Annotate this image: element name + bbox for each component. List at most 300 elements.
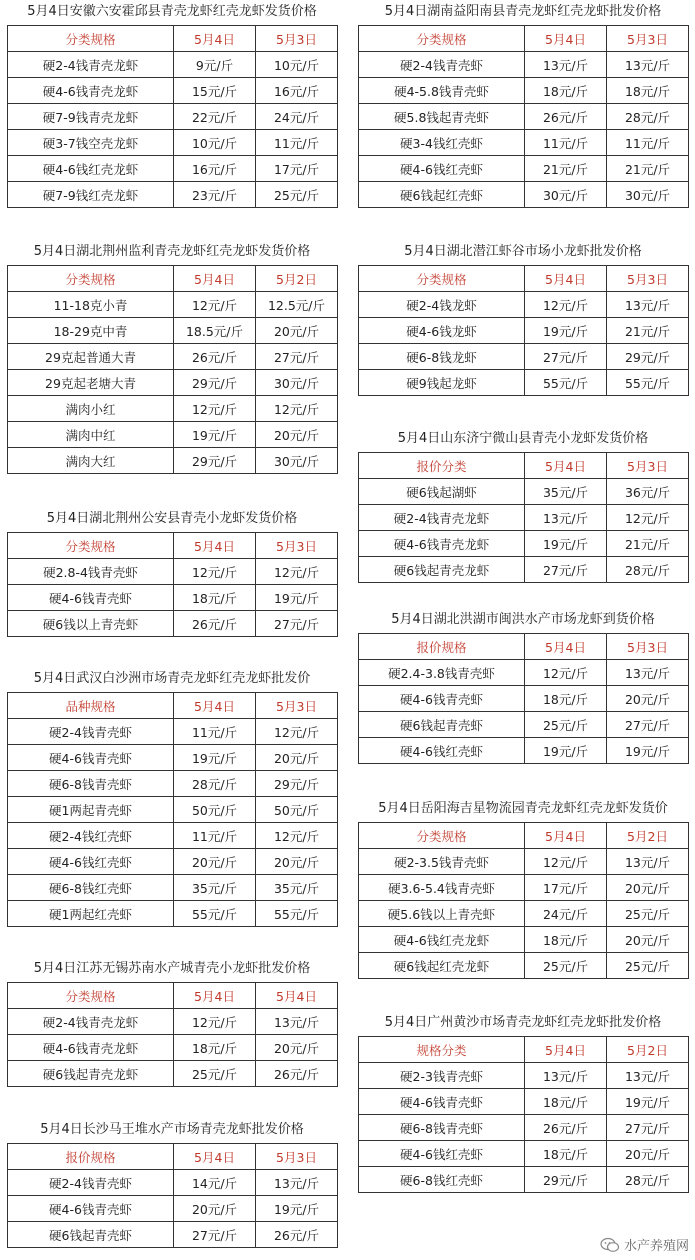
spec-cell: 29克起普通大青	[8, 344, 174, 370]
price-cell: 19元/斤	[256, 585, 338, 611]
table-title: 5月4日湖北荆州公安县青壳小龙虾发货价格	[46, 511, 298, 526]
table-title: 5月4日广州黄沙市场青壳龙虾红壳龙虾批发价格	[384, 1015, 662, 1030]
table-title: 5月4日长沙马王堆水产市场青壳龙虾批发价格	[40, 1122, 304, 1137]
spec-cell: 满肉中红	[8, 422, 174, 448]
column-header: 5月3日	[256, 26, 338, 52]
price-cell: 12元/斤	[525, 849, 607, 875]
column-header: 报价规格	[8, 1144, 174, 1170]
price-cell: 25元/斤	[607, 901, 689, 927]
table-row	[359, 78, 689, 104]
column-header: 5月3日	[256, 533, 338, 559]
spec-cell: 硬1两起红壳虾	[8, 901, 174, 927]
spec-cell: 硬2-4钱龙虾	[359, 292, 525, 318]
table-row	[359, 531, 689, 557]
column-header: 规格分类	[359, 1037, 525, 1063]
spec-cell: 硬6钱起红壳龙虾	[359, 953, 525, 979]
table-header-row	[8, 693, 338, 719]
price-cell: 11元/斤	[607, 130, 689, 156]
table-row	[359, 1115, 689, 1141]
column-header: 5月4日	[525, 26, 607, 52]
table-row	[8, 849, 338, 875]
spec-cell: 满肉小红	[8, 396, 174, 422]
table-row	[359, 1167, 689, 1193]
table-row	[359, 479, 689, 505]
spec-cell: 硬6钱起青壳虾	[8, 1222, 174, 1248]
table-row	[8, 1035, 338, 1061]
price-cell: 20元/斤	[256, 1035, 338, 1061]
table-row	[8, 1222, 338, 1248]
column-header: 5月3日	[607, 634, 689, 660]
price-cell: 28元/斤	[607, 1167, 689, 1193]
price-cell: 13元/斤	[256, 1009, 338, 1035]
price-cell: 21元/斤	[607, 156, 689, 182]
table-title: 5月4日湖北荆州监利青壳龙虾红壳龙虾发货价格	[33, 244, 311, 259]
price-cell: 16元/斤	[256, 78, 338, 104]
price-table-block	[7, 244, 338, 474]
table-header-row	[8, 1144, 338, 1170]
price-cell: 20元/斤	[174, 1196, 256, 1222]
price-cell: 13元/斤	[607, 660, 689, 686]
column-header: 5月2日	[607, 823, 689, 849]
spec-cell: 硬6钱以上青壳虾	[8, 611, 174, 637]
price-cell: 16元/斤	[174, 156, 256, 182]
price-cell: 29元/斤	[174, 370, 256, 396]
table-row	[359, 927, 689, 953]
price-cell: 29元/斤	[607, 344, 689, 370]
table-title: 5月4日湖南益阳南县青壳龙虾红壳龙虾批发价格	[384, 4, 662, 19]
price-cell: 18元/斤	[525, 927, 607, 953]
table-row	[8, 104, 338, 130]
table-header-row	[359, 823, 689, 849]
table-title: 5月4日山东济宁微山县青壳小龙虾发货价格	[397, 431, 649, 446]
table-row	[8, 797, 338, 823]
wechat-icon	[600, 1237, 620, 1253]
price-cell: 29元/斤	[174, 448, 256, 474]
table-row	[8, 823, 338, 849]
spec-cell: 硬2-4钱青壳虾	[359, 52, 525, 78]
table-row	[8, 78, 338, 104]
watermark-text: 水产养殖网	[623, 1239, 689, 1254]
column-header: 分类规格	[8, 266, 174, 292]
column-header: 5月4日	[525, 1037, 607, 1063]
price-cell: 27元/斤	[607, 712, 689, 738]
price-cell: 11元/斤	[174, 823, 256, 849]
column-header: 5月2日	[607, 1037, 689, 1063]
column-header: 分类规格	[8, 26, 174, 52]
price-cell: 12元/斤	[607, 505, 689, 531]
price-cell: 29元/斤	[525, 1167, 607, 1193]
spec-cell: 硬6钱起红壳虾	[359, 182, 525, 208]
price-table-block	[358, 4, 689, 208]
price-table	[7, 692, 338, 927]
column-header: 5月3日	[607, 453, 689, 479]
table-title: 5月4日湖北洪湖市闽洪水产市场龙虾到货价格	[391, 612, 655, 627]
price-table	[358, 1036, 689, 1193]
column-header: 5月4日	[174, 1144, 256, 1170]
price-cell: 26元/斤	[174, 611, 256, 637]
table-row	[359, 318, 689, 344]
price-cell: 28元/斤	[607, 557, 689, 583]
table-row	[8, 448, 338, 474]
price-cell: 17元/斤	[525, 875, 607, 901]
price-cell: 21元/斤	[525, 156, 607, 182]
table-row	[8, 559, 338, 585]
column-header: 5月4日	[174, 693, 256, 719]
column-header: 5月4日	[525, 823, 607, 849]
price-cell: 12元/斤	[256, 719, 338, 745]
spec-cell: 硬2-3钱青壳虾	[359, 1063, 525, 1089]
price-cell: 11元/斤	[256, 130, 338, 156]
price-table-block	[358, 1015, 689, 1193]
table-row	[8, 396, 338, 422]
table-header-row	[8, 266, 338, 292]
price-cell: 19元/斤	[525, 318, 607, 344]
table-row	[359, 686, 689, 712]
price-cell: 20元/斤	[607, 686, 689, 712]
spec-cell: 硬2-4钱青壳虾	[8, 719, 174, 745]
price-cell: 27元/斤	[256, 344, 338, 370]
column-header: 5月2日	[256, 266, 338, 292]
table-row	[359, 1141, 689, 1167]
price-table	[7, 265, 338, 474]
table-header-row	[8, 533, 338, 559]
table-title: 5月4日岳阳海吉星物流园青壳龙虾红壳龙虾发货价	[378, 801, 668, 816]
price-cell: 11元/斤	[525, 130, 607, 156]
price-table-block	[358, 244, 689, 396]
price-cell: 10元/斤	[174, 130, 256, 156]
spec-cell: 硬2-4钱青壳龙虾	[8, 1009, 174, 1035]
table-row	[8, 130, 338, 156]
table-header-row	[8, 26, 338, 52]
price-table-block	[358, 431, 689, 583]
table-row	[8, 318, 338, 344]
table-row	[359, 1089, 689, 1115]
price-cell: 13元/斤	[607, 52, 689, 78]
price-cell: 35元/斤	[525, 479, 607, 505]
price-cell: 19元/斤	[525, 531, 607, 557]
table-header-row	[359, 1037, 689, 1063]
spec-cell: 硬4-5.8钱青壳虾	[359, 78, 525, 104]
price-cell: 27元/斤	[174, 1222, 256, 1248]
price-cell: 12.5元/斤	[256, 292, 338, 318]
table-row	[8, 745, 338, 771]
price-cell: 23元/斤	[174, 182, 256, 208]
table-row	[359, 738, 689, 764]
table-title: 5月4日安徽六安霍邱县青壳龙虾红壳龙虾发货价格	[27, 4, 317, 19]
table-row	[8, 1009, 338, 1035]
table-row	[359, 875, 689, 901]
price-table	[7, 982, 338, 1087]
table-row	[359, 712, 689, 738]
price-cell: 20元/斤	[607, 875, 689, 901]
price-cell: 35元/斤	[256, 875, 338, 901]
spec-cell: 硬3.6-5.4钱青壳虾	[359, 875, 525, 901]
table-header-row	[359, 634, 689, 660]
price-table	[358, 633, 689, 764]
table-row	[8, 719, 338, 745]
price-table-block	[358, 801, 689, 979]
price-cell: 18元/斤	[525, 78, 607, 104]
table-row	[359, 370, 689, 396]
price-cell: 26元/斤	[525, 104, 607, 130]
spec-cell: 硬2.8-4钱青壳虾	[8, 559, 174, 585]
price-cell: 19元/斤	[607, 738, 689, 764]
price-cell: 55元/斤	[525, 370, 607, 396]
column-header: 5月4日	[174, 26, 256, 52]
price-cell: 19元/斤	[256, 1196, 338, 1222]
table-row	[8, 344, 338, 370]
price-table-block	[7, 4, 338, 208]
price-cell: 20元/斤	[256, 849, 338, 875]
price-cell: 25元/斤	[607, 953, 689, 979]
price-cell: 13元/斤	[525, 1063, 607, 1089]
price-cell: 12元/斤	[525, 660, 607, 686]
price-cell: 20元/斤	[607, 927, 689, 953]
table-row	[8, 875, 338, 901]
column-header: 分类规格	[8, 533, 174, 559]
price-cell: 26元/斤	[256, 1222, 338, 1248]
table-row	[359, 156, 689, 182]
table-row	[359, 1063, 689, 1089]
spec-cell: 硬4-6钱红壳虾	[359, 738, 525, 764]
column-header: 报价规格	[359, 634, 525, 660]
price-table	[7, 25, 338, 208]
price-cell: 27元/斤	[525, 344, 607, 370]
price-cell: 26元/斤	[256, 1061, 338, 1087]
column-header: 分类规格	[359, 823, 525, 849]
column-header: 5月4日	[525, 453, 607, 479]
spec-cell: 硬1两起青壳虾	[8, 797, 174, 823]
table-row	[8, 771, 338, 797]
table-row	[359, 292, 689, 318]
price-cell: 30元/斤	[256, 448, 338, 474]
price-table-block	[7, 1122, 338, 1248]
price-table-block	[7, 671, 338, 927]
price-cell: 18元/斤	[525, 686, 607, 712]
price-cell: 12元/斤	[525, 292, 607, 318]
column-header: 5月4日	[525, 634, 607, 660]
price-table	[358, 452, 689, 583]
price-cell: 10元/斤	[256, 52, 338, 78]
spec-cell: 硬4-6钱青壳龙虾	[359, 531, 525, 557]
table-row	[359, 182, 689, 208]
table-title: 5月4日武汉白沙洲市场青壳龙虾红壳龙虾批发价	[33, 671, 311, 686]
spec-cell: 硬6钱起青壳龙虾	[8, 1061, 174, 1087]
spec-cell: 硬4-6钱青壳虾	[8, 745, 174, 771]
price-cell: 27元/斤	[525, 557, 607, 583]
table-row	[359, 344, 689, 370]
spec-cell: 硬3-7钱空壳龙虾	[8, 130, 174, 156]
spec-cell: 硬2-4钱青壳龙虾	[8, 52, 174, 78]
column-header: 5月3日	[256, 1144, 338, 1170]
table-row	[359, 505, 689, 531]
table-row	[359, 901, 689, 927]
table-row	[359, 104, 689, 130]
price-cell: 20元/斤	[256, 422, 338, 448]
price-cell: 19元/斤	[174, 745, 256, 771]
price-cell: 12元/斤	[174, 559, 256, 585]
spec-cell: 满肉大红	[8, 448, 174, 474]
price-cell: 25元/斤	[525, 712, 607, 738]
price-cell: 15元/斤	[174, 78, 256, 104]
spec-cell: 硬4-6钱青壳龙虾	[8, 78, 174, 104]
price-cell: 30元/斤	[525, 182, 607, 208]
price-table-block	[358, 612, 689, 764]
price-cell: 25元/斤	[174, 1061, 256, 1087]
price-cell: 20元/斤	[256, 318, 338, 344]
spec-cell: 硬5.6钱以上青壳虾	[359, 901, 525, 927]
table-row	[8, 1061, 338, 1087]
spec-cell: 硬9钱起龙虾	[359, 370, 525, 396]
price-cell: 25元/斤	[256, 182, 338, 208]
price-cell: 55元/斤	[174, 901, 256, 927]
spec-cell: 硬4-6钱红壳龙虾	[359, 927, 525, 953]
price-cell: 12元/斤	[174, 1009, 256, 1035]
spec-cell: 硬6钱起青壳龙虾	[359, 557, 525, 583]
price-cell: 14元/斤	[174, 1170, 256, 1196]
price-cell: 18元/斤	[525, 1141, 607, 1167]
price-cell: 13元/斤	[607, 292, 689, 318]
price-cell: 26元/斤	[174, 344, 256, 370]
price-cell: 12元/斤	[174, 396, 256, 422]
price-cell: 18.5元/斤	[174, 318, 256, 344]
column-header: 5月4日	[174, 983, 256, 1009]
column-header: 分类规格	[8, 983, 174, 1009]
spec-cell: 硬4-6钱龙虾	[359, 318, 525, 344]
price-cell: 18元/斤	[525, 1089, 607, 1115]
price-table-block	[7, 961, 338, 1087]
price-cell: 30元/斤	[256, 370, 338, 396]
table-header-row	[359, 266, 689, 292]
price-table	[358, 25, 689, 208]
price-cell: 24元/斤	[525, 901, 607, 927]
column-header: 5月4日	[525, 266, 607, 292]
price-cell: 18元/斤	[174, 1035, 256, 1061]
price-cell: 22元/斤	[174, 104, 256, 130]
price-cell: 13元/斤	[607, 1063, 689, 1089]
table-row	[359, 849, 689, 875]
price-cell: 20元/斤	[256, 745, 338, 771]
price-cell: 12元/斤	[256, 823, 338, 849]
table-row	[359, 557, 689, 583]
spec-cell: 硬7-9钱青壳龙虾	[8, 104, 174, 130]
price-cell: 55元/斤	[607, 370, 689, 396]
table-row	[359, 660, 689, 686]
table-header-row	[359, 26, 689, 52]
price-table	[7, 532, 338, 637]
spec-cell: 硬4-6钱青壳虾	[8, 1196, 174, 1222]
price-cell: 30元/斤	[607, 182, 689, 208]
spec-cell: 硬5.8钱起青壳虾	[359, 104, 525, 130]
spec-cell: 硬4-6钱红壳虾	[8, 849, 174, 875]
price-cell: 28元/斤	[607, 104, 689, 130]
spec-cell: 29克起老塘大青	[8, 370, 174, 396]
column-header: 5月4日	[256, 983, 338, 1009]
price-cell: 50元/斤	[256, 797, 338, 823]
price-cell: 20元/斤	[174, 849, 256, 875]
table-header-row	[8, 983, 338, 1009]
table-title: 5月4日湖北潜江虾谷市场小龙虾批发价格	[404, 244, 642, 259]
price-cell: 19元/斤	[525, 738, 607, 764]
spec-cell: 硬3-4钱红壳虾	[359, 130, 525, 156]
spec-cell: 硬4-6钱青壳虾	[8, 585, 174, 611]
table-row	[8, 182, 338, 208]
column-header: 5月4日	[174, 533, 256, 559]
spec-cell: 硬6-8钱龙虾	[359, 344, 525, 370]
spec-cell: 硬6-8钱红壳虾	[359, 1167, 525, 1193]
column-header: 报价分类	[359, 453, 525, 479]
price-cell: 18元/斤	[607, 78, 689, 104]
price-cell: 13元/斤	[525, 505, 607, 531]
spec-cell: 硬2.4-3.8钱青壳虾	[359, 660, 525, 686]
table-row	[359, 130, 689, 156]
price-cell: 29元/斤	[256, 771, 338, 797]
spec-cell: 硬4-6钱青壳虾	[359, 1089, 525, 1115]
price-cell: 25元/斤	[525, 953, 607, 979]
column-header: 5月3日	[607, 26, 689, 52]
spec-cell: 18-29克中青	[8, 318, 174, 344]
price-table	[7, 1143, 338, 1248]
price-cell: 21元/斤	[607, 531, 689, 557]
price-cell: 17元/斤	[256, 156, 338, 182]
price-cell: 21元/斤	[607, 318, 689, 344]
table-header-row	[359, 453, 689, 479]
column-header: 5月4日	[174, 266, 256, 292]
spec-cell: 硬4-6钱青壳虾	[359, 686, 525, 712]
table-row	[8, 611, 338, 637]
table-row	[8, 292, 338, 318]
table-row	[359, 52, 689, 78]
price-table	[358, 822, 689, 979]
price-cell: 24元/斤	[256, 104, 338, 130]
spec-cell: 硬6-8钱青壳虾	[8, 771, 174, 797]
price-cell: 9元/斤	[174, 52, 256, 78]
column-header: 5月3日	[256, 693, 338, 719]
price-table	[358, 265, 689, 396]
table-row	[8, 370, 338, 396]
spec-cell: 11-18克小青	[8, 292, 174, 318]
column-header: 分类规格	[359, 26, 525, 52]
spec-cell: 硬4-6钱青壳龙虾	[8, 1035, 174, 1061]
spec-cell: 硬4-6钱红壳虾	[359, 156, 525, 182]
spec-cell: 硬2-4钱青壳虾	[8, 1170, 174, 1196]
price-cell: 12元/斤	[256, 396, 338, 422]
table-row	[8, 422, 338, 448]
price-cell: 19元/斤	[174, 422, 256, 448]
price-cell: 13元/斤	[607, 849, 689, 875]
column-header: 分类规格	[359, 266, 525, 292]
spec-cell: 硬2-4钱青壳龙虾	[359, 505, 525, 531]
price-cell: 27元/斤	[607, 1115, 689, 1141]
table-row	[8, 585, 338, 611]
price-cell: 11元/斤	[174, 719, 256, 745]
table-row	[8, 1196, 338, 1222]
price-table-block	[7, 511, 338, 637]
column-header: 品种规格	[8, 693, 174, 719]
price-cell: 18元/斤	[174, 585, 256, 611]
table-row	[8, 52, 338, 78]
price-cell: 50元/斤	[174, 797, 256, 823]
price-cell: 20元/斤	[607, 1141, 689, 1167]
spec-cell: 硬4-6钱红壳虾	[359, 1141, 525, 1167]
table-row	[8, 156, 338, 182]
spec-cell: 硬6钱起青壳虾	[359, 712, 525, 738]
price-cell: 13元/斤	[256, 1170, 338, 1196]
table-row	[359, 953, 689, 979]
price-cell: 19元/斤	[607, 1089, 689, 1115]
price-cell: 26元/斤	[525, 1115, 607, 1141]
price-cell: 35元/斤	[174, 875, 256, 901]
